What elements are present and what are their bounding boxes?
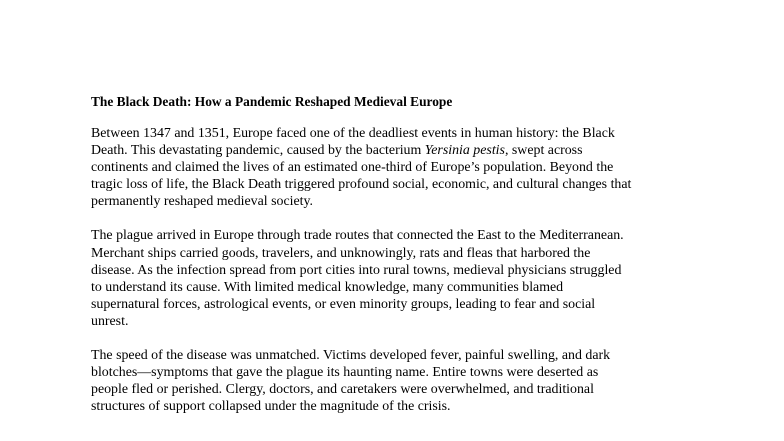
paragraph-line: Between 1347 and 1351, Europe faced one of the deadliest events in human history: the Black — [91, 126, 615, 141]
document-title: The Black Death: How a Pandemic Reshaped Medieval Europe — [91, 94, 453, 109]
paragraph-line: The speed of the disease was unmatched. Victims developed fever, painful swelling, and dark — [91, 348, 611, 364]
paragraph-line: tragic loss of life, the Black Death triggered profound social, economic, and cultural changes that — [91, 177, 632, 193]
paragraph-line: unrest. — [91, 313, 129, 329]
line-text: Death. This devastating pandemic, caused by the bacterium — [91, 143, 425, 159]
paragraph-line: structures of support collapsed under the magnitude of the crisis. — [91, 399, 451, 415]
paragraph-line: to understand its cause. With limited medical knowledge, many communities blamed — [91, 279, 564, 295]
paragraph-line — [91, 142, 731, 159]
paragraph-3 — [91, 347, 731, 415]
line-text: , swept across — [504, 143, 583, 159]
paragraph-line: supernatural forces, astrological events, or even minority groups, leading to fear and social — [91, 296, 596, 312]
paragraph-line: people fled or perished. Clergy, doctors, and caretakers were overwhelmed, and traditional — [91, 382, 594, 398]
paragraph-line: disease. As the infection spread from port cities into rural towns, medieval physicians struggled — [91, 262, 622, 278]
paragraph-line: continents and claimed the lives of an estimated one-third of Europe’s population. Beyond the — [91, 160, 614, 176]
paragraph-2 — [91, 227, 731, 330]
paragraph-1 — [91, 125, 731, 210]
paragraph-line: The plague arrived in Europe through trade routes that connected the East to the Mediterranean. — [91, 228, 624, 244]
paragraph-line: blotches—symptoms that gave the plague its haunting name. Entire towns were deserted as — [91, 365, 599, 381]
species-name: Yersinia pestis — [424, 143, 505, 159]
paragraph-line: Merchant ships carried goods, travelers, and unknowingly, rats and fleas that harbored the — [91, 245, 591, 261]
paragraph-line: permanently reshaped medieval society. — [91, 194, 314, 210]
document-page — [91, 93, 731, 432]
